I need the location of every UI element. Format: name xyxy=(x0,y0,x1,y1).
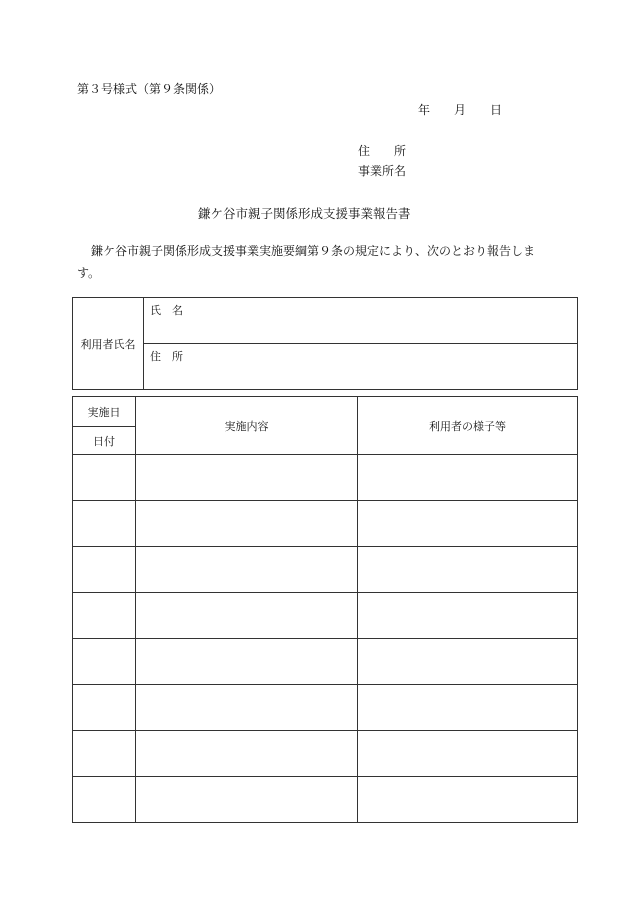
table-row xyxy=(73,685,578,731)
date-cell[interactable] xyxy=(73,455,136,501)
date-year-label: 年 xyxy=(418,103,431,117)
office-name-label: 事業所名 xyxy=(358,164,407,178)
user-name-label: 利用者氏名 xyxy=(73,298,144,390)
content-cell[interactable] xyxy=(136,593,358,639)
date-cell[interactable] xyxy=(73,685,136,731)
address-label: 住 所 xyxy=(358,144,407,158)
table-row xyxy=(73,501,578,547)
condition-cell[interactable] xyxy=(358,455,578,501)
date-cell[interactable] xyxy=(73,593,136,639)
table-row xyxy=(73,455,578,501)
address-cell[interactable] xyxy=(144,344,578,390)
condition-cell[interactable] xyxy=(358,731,578,777)
table-row xyxy=(73,639,578,685)
date-cell[interactable] xyxy=(73,639,136,685)
content-cell[interactable] xyxy=(136,685,358,731)
content-cell[interactable] xyxy=(136,547,358,593)
user-info-table xyxy=(72,297,578,390)
implementation-content-header: 実施内容 xyxy=(136,397,358,455)
date-cell[interactable] xyxy=(73,777,136,823)
name-cell[interactable] xyxy=(144,298,578,344)
condition-cell[interactable] xyxy=(358,593,578,639)
table-row xyxy=(73,777,578,823)
user-address-label: 住 所 xyxy=(150,350,183,363)
date-subheader: 日付 xyxy=(73,427,136,455)
table-row xyxy=(73,547,578,593)
content-cell[interactable] xyxy=(136,455,358,501)
table-row xyxy=(73,731,578,777)
body-text: 鎌ケ谷市親子関係形成支援事業実施要綱第９条の規定により、次のとおり報告します。 xyxy=(77,244,536,280)
date-cell[interactable] xyxy=(73,501,136,547)
condition-cell[interactable] xyxy=(358,685,578,731)
form-number: 第３号様式（第９条関係） xyxy=(77,82,222,96)
date-month-label: 月 xyxy=(454,103,467,117)
user-condition-header: 利用者の様子等 xyxy=(358,397,578,455)
date-day-label: 日 xyxy=(490,103,503,117)
condition-cell[interactable] xyxy=(358,501,578,547)
table-row xyxy=(73,593,578,639)
document-title: 鎌ケ谷市親子関係形成支援事業報告書 xyxy=(198,206,411,221)
date-line xyxy=(418,101,526,118)
condition-cell[interactable] xyxy=(358,639,578,685)
name-label: 氏 名 xyxy=(150,304,183,317)
date-cell[interactable] xyxy=(73,547,136,593)
content-cell[interactable] xyxy=(136,639,358,685)
implementation-date-header: 実施日 xyxy=(73,397,136,427)
date-cell[interactable] xyxy=(73,731,136,777)
condition-cell[interactable] xyxy=(358,547,578,593)
content-cell[interactable] xyxy=(136,777,358,823)
content-cell[interactable] xyxy=(136,501,358,547)
activity-log-table xyxy=(72,396,578,823)
condition-cell[interactable] xyxy=(358,777,578,823)
content-cell[interactable] xyxy=(136,731,358,777)
